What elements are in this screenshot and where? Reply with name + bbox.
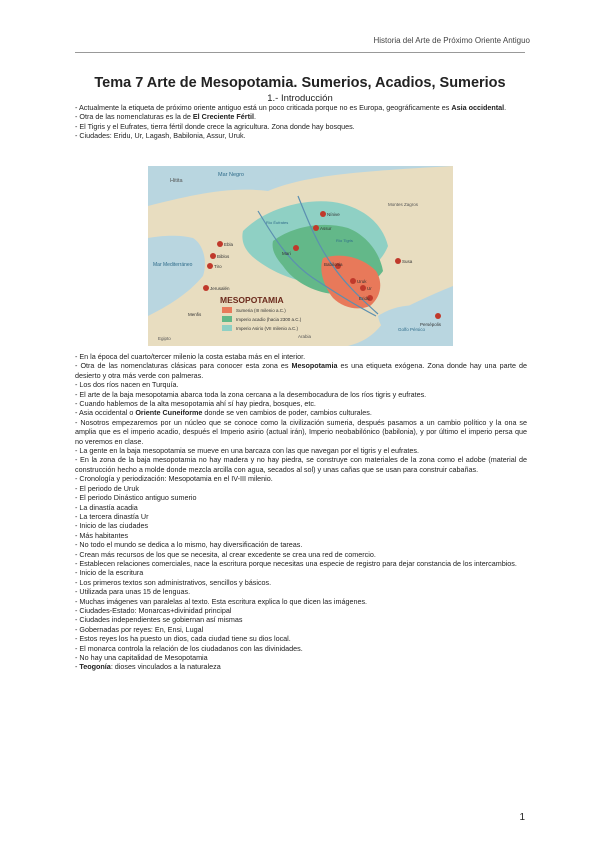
paragraph: - Los dos ríos nacen en Turquía.: [75, 380, 179, 390]
paragraph: - Asia occidental o Oriente Cuneiforme donde se ven cambios de poder, cambios culturales.: [75, 408, 372, 418]
running-header: Historia del Arte de Próximo Oriente Antiguo: [373, 36, 530, 45]
map-label: Mar Mediterráneo: [153, 262, 193, 268]
city-marker: [395, 258, 401, 264]
document-title: Tema 7 Arte de Mesopotamia. Sumerios, Acadios, Sumerios: [94, 75, 506, 91]
map-label: Nínive: [327, 212, 340, 217]
intro-block: [75, 103, 527, 141]
paragraph: - Inicio de las ciudades: [75, 521, 149, 531]
map-label: Jerusalén: [210, 286, 230, 291]
city-marker: [207, 263, 213, 269]
legend-label: Sumeria (III milenio a.C.): [236, 308, 286, 313]
legend-label: Imperio acadio (hacia 2300 a.C.): [236, 317, 302, 322]
paragraph: - El periodo de Uruk: [75, 483, 139, 493]
map-label: Uruk: [357, 279, 367, 284]
paragraph: - Establecen relaciones comerciales, nace la escritura porque necesitas una especie de registro para dejar constancia de los intercambios.: [75, 558, 517, 568]
section-heading: 1.- Introducción: [267, 93, 333, 104]
paragraph: - Ciudades-Estado: Monarcas+divinidad principal: [75, 605, 232, 615]
map-label: Ur: [367, 286, 372, 291]
paragraph: - La dinastía acadia: [75, 502, 138, 512]
map-label: Egipto: [158, 336, 171, 341]
page-number: 1: [519, 812, 525, 823]
city-marker: [293, 245, 299, 251]
paragraph: - Cronología y periodización: Mesopotamia en el IV-III milenio.: [75, 474, 273, 484]
legend-swatch-assyria: [222, 325, 232, 331]
paragraph: - Nosotros empezaremos por un núcleo que se conoce como la civilización sumeria, después pasamos a un cambio político y la ona se amplia que es el imperio acadio, después el Imperio asirio (actual irán), Imperio neobabilónico (babilonia), y por último el imperio persa que no veremos en clase.: [75, 417, 527, 446]
paragraph: - Más habitantes: [75, 530, 129, 540]
paragraph: - El monarca controla la relación de los ciudadanos con las divinidades.: [75, 643, 303, 653]
paragraph: - Teogonía: dioses vinculados a la naturaleza: [75, 662, 221, 672]
map-label: Mar Negro: [218, 172, 244, 178]
header-divider: [75, 52, 525, 53]
map-label: Susa: [402, 259, 413, 264]
paragraph: - La tercera dinastía Ur: [75, 511, 149, 521]
map-graphic: [148, 166, 453, 346]
mesopotamia-map: [148, 166, 453, 346]
paragraph: - Muchas imágenes van paralelas al texto. Esta escritura explica lo que dicen las imágenes.: [75, 596, 368, 606]
map-label: Hitita: [170, 178, 183, 184]
map-label: Montes Zagros: [388, 202, 419, 207]
legend-label: Imperio Asirio (VII milenio a.C.): [236, 326, 299, 331]
map-label: Eridu: [359, 296, 370, 301]
map-label: Mari: [282, 251, 291, 256]
city-marker: [320, 211, 326, 217]
map-label: Arabia: [298, 334, 312, 339]
paragraph: - Ciudades: Eridu, Ur, Lagash, Babilonia, Assur, Uruk.: [75, 131, 246, 141]
paragraph: - Ciudades independientes se gobiernan así mismas: [75, 615, 243, 625]
legend-swatch-akkad: [222, 316, 232, 322]
paragraph: - El Tigris y el Eufrates, tierra fértil donde crece la agricultura. Zona donde hay bosques.: [75, 121, 355, 131]
map-label: Persépolis: [420, 322, 442, 327]
paragraph: - El periodo Dinástico antiguo sumerio: [75, 493, 197, 503]
map-label: Biblos: [217, 254, 230, 259]
paragraph: - El arte de la baja mesopotamia abarca toda la zona cercana a la desembocadura de los ríos tigris y eufrates.: [75, 389, 427, 399]
map-label: Río Tigris: [336, 238, 353, 243]
city-marker: [203, 285, 209, 291]
paragraph: - Actualmente la etiqueta de próximo oriente antiguo está un poco criticada porque no es Europa, geográficamente es Asia occidental.: [75, 103, 507, 112]
map-label: Golfo Pérsico: [398, 327, 426, 332]
paragraph: - La gente en la baja mesopotamia se mueve en una barcaza con las que navegan por el tigris y el eufrates.: [75, 446, 420, 456]
paragraph: - Los primeros textos son administrativos, sencillos y básicos.: [75, 577, 272, 587]
map-label: Río Éufrates: [266, 220, 289, 225]
map-label: Assur: [320, 226, 332, 231]
city-marker: [313, 225, 319, 231]
paragraph: - Cuando hablemos de la alta mesopotamia ahí sí hay piedra, bosques, etc.: [75, 399, 316, 409]
paragraph: - En la zona de la baja mesopotamia no hay madera y no hay piedra, se construye con materiales de la zona como el adobe (material de construcción hecho a molde donde mezcla arcilla con agua, secados al sol) y unas cañas que se usan para construir cabañas.: [75, 455, 527, 474]
paragraph: - Gobernadas por reyes: En, Ensi, Lugal: [75, 624, 204, 634]
paragraph: - Utilizada para unas 15 de lenguas.: [75, 587, 191, 597]
legend-swatch-sumer: [222, 307, 232, 313]
city-marker: [217, 241, 223, 247]
paragraph: - Otra de las nomenclaturas clásicas para conocer esta zona es Mesopotamia es una etiqueta exógena. Zona donde hay una parte de desierto y otra más verde con palmeras.: [75, 361, 527, 380]
city-marker: [360, 285, 366, 291]
map-title: MESOPOTAMIA: [220, 295, 284, 305]
paragraph: - Crean más recursos de los que se necesita, al crear excedente se crea una red de comercio.: [75, 549, 376, 559]
paragraph: - Estos reyes los ha puesto un dios, cada ciudad tiene su dios local.: [75, 634, 291, 644]
paragraph: - No hay una capitalidad de Mesopotamia: [75, 653, 208, 662]
map-label: Babilonia: [324, 262, 343, 267]
map-label: Tiro: [214, 264, 222, 269]
map-label: Ebla: [224, 242, 234, 247]
paragraph: - Otra de las nomenclaturas es la de El Creciente Fértil.: [75, 112, 256, 122]
paragraph: - No todo el mundo se dedica a lo mismo, hay diversificación de tareas.: [75, 540, 303, 550]
paragraph: - En la época del cuarto/tercer milenio la costa estaba más en el interior.: [75, 352, 306, 361]
paragraph: - Inicio de la escritura: [75, 568, 144, 578]
city-marker: [350, 278, 356, 284]
city-marker: [210, 253, 216, 259]
map-label: Menfis: [188, 312, 202, 317]
city-marker: [435, 313, 441, 319]
body-block: [75, 352, 527, 672]
